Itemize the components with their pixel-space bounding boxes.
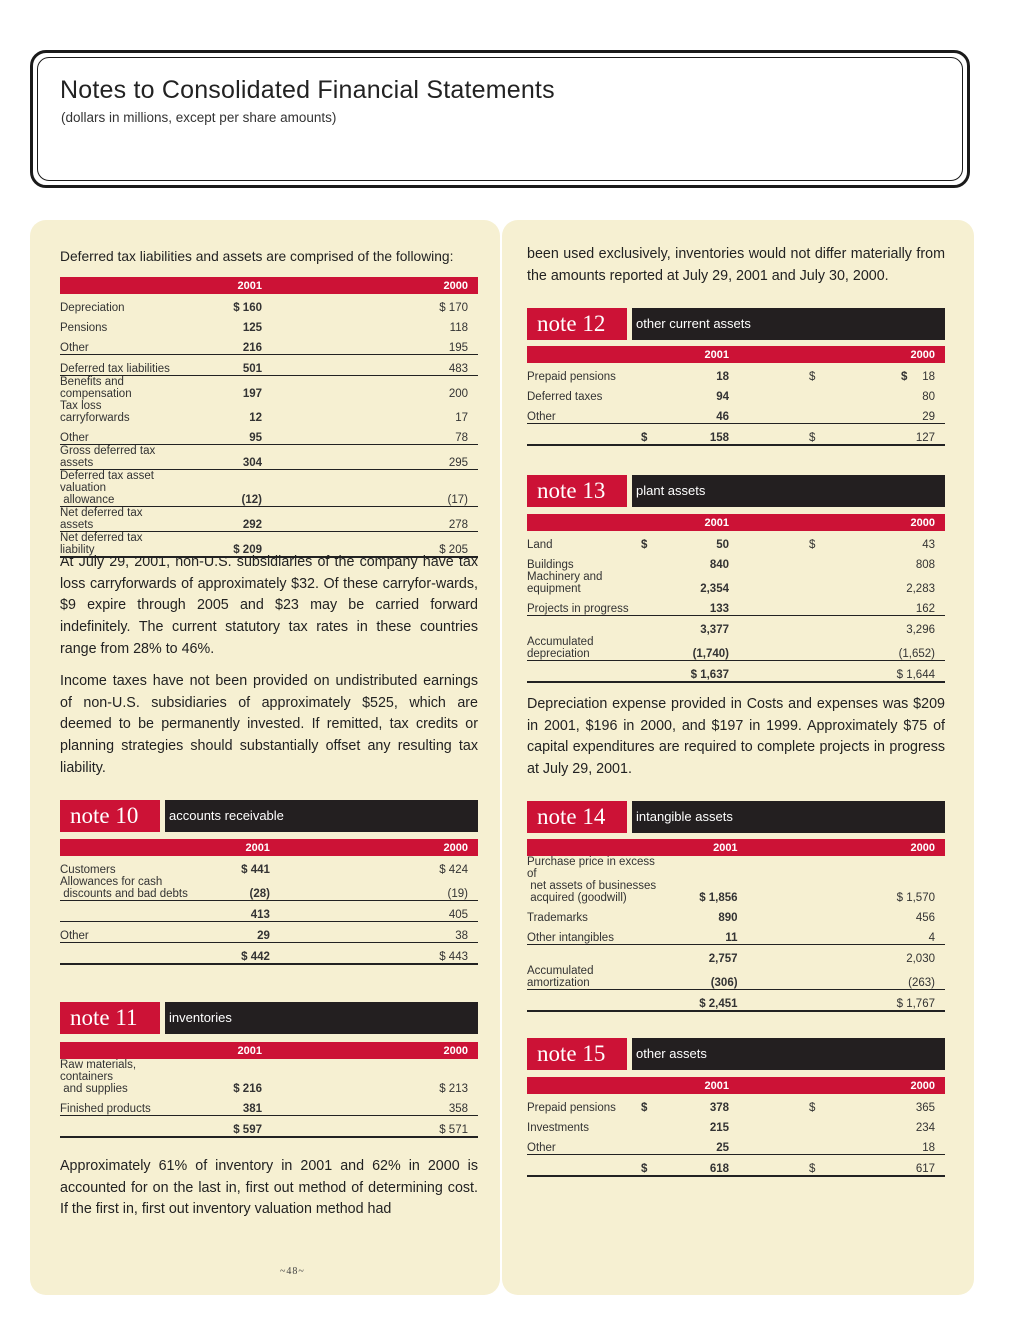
table-row: Deferred taxes 94 80: [527, 391, 935, 403]
table-row: $ 158 $ 127: [527, 424, 945, 446]
table-row: 3,377 3,296: [527, 616, 945, 637]
table-row: Gross deferred tax assets 304 295: [60, 445, 478, 470]
note-10-table: 2001 2000 Customers $ 441 $ 424 Allowances for cash discounts and bad debts (28) (19) 413 405 Other 29 38 $ 442 $ 443: [60, 839, 478, 965]
table-row: Net deferred tax assets 292 278: [60, 507, 478, 532]
table-row: 2,757 2,030: [527, 945, 945, 966]
table-row: Buildings 840 808: [527, 559, 935, 571]
table-row: Investments 215 234: [527, 1122, 935, 1134]
table-row: Other 25 18: [527, 1142, 935, 1154]
table-row: Depreciation $ 160 $ 170: [60, 302, 468, 314]
note-15-table: 2001 2000 Prepaid pensions $ 378 $ 365 Investments 215 234 Other 25 18 $ 618 $ 617: [527, 1077, 945, 1177]
table-row: Pensions 125 118: [60, 322, 468, 334]
deferred-tax-table-wrap: [60, 277, 478, 558]
table-row: Other intangibles 11 4: [527, 932, 935, 944]
note-10-tag: note 10: [60, 800, 160, 832]
note-14-header: [527, 801, 945, 833]
table-row: Projects in progress 133 162: [527, 603, 935, 615]
paragraph-inventory: Approximately 61% of inventory in 2001 and 62% in 2000 is accounted for on the last in, first out method of determining cost. If the first in, first out inventory valuation method had: [60, 1158, 478, 1218]
table-row: Other 29 38: [60, 922, 478, 943]
table-row: Purchase price in excess of net assets of businesses acquired (goodwill) $ 1,856 $ 1,570: [527, 856, 935, 904]
note-12-header: [527, 308, 945, 340]
table-row: Prepaid pensions $ 18 $ 18: [527, 371, 935, 383]
table-row: Raw materials, containers and supplies $ 216 $ 213: [60, 1059, 468, 1095]
table-row: Deferred tax asset valuation allowance (12) (17): [60, 470, 478, 507]
col-2000: 2000: [378, 277, 478, 294]
paragraph-tax-loss: At July 29, 2001, non-U.S. subsidiaries of the company have tax loss carryforwards of approximately $32. Of these carryfor-wards, $9 expire through 2005 and $23 may be carried forward indefinitely. The current statutory tax rates in these countries range from 28% to 46%.: [60, 554, 478, 657]
note-14-tag: note 14: [527, 801, 627, 833]
paragraph-inventory-cont: been used exclusively, inventories would not differ materially from the amounts reported at July 29, 2001 and July 30, 2000.: [527, 246, 945, 284]
table-row: Prepaid pensions $ 378 $ 365: [527, 1102, 935, 1114]
note-15-header: [527, 1038, 945, 1070]
table-row: Machinery and equipment 2,354 2,283: [527, 571, 935, 595]
page-subtitle: (dollars in millions, except per share amounts): [61, 110, 337, 125]
table-row: Accumulated depreciation (1,740) (1,652): [527, 636, 935, 660]
table-row: Benefits and compensation 197 200: [60, 376, 478, 401]
table-row: Other 95 78: [60, 432, 468, 444]
paragraph-depreciation: Depreciation expense provided in Costs and expenses was $209 in 2001, $196 in 2000, and $197 in 1999. Approximately $75 of capital expenditures are required to complete projects in progress at July 29, 2001.: [527, 696, 945, 778]
table-row: Other 46 29: [527, 411, 935, 423]
note-14-title: intangible assets: [632, 801, 945, 833]
paragraph-income-taxes: Income taxes have not been provided on undistributed earnings of non-U.S. subsidiaries of approximately $525, which are deemed to be permanently invested. If remitted, tax credits or planning strategies should substantially offset any resulting tax liability.: [60, 673, 478, 776]
note-15-title: other assets: [632, 1038, 945, 1070]
table-row: $ 2,451 $ 1,767: [527, 990, 945, 1012]
table-row: Land $ 50 $ 43: [527, 539, 935, 551]
note-13-tag: note 13: [527, 475, 627, 507]
deferred-tax-table: [60, 277, 478, 558]
note-11-title: inventories: [165, 1002, 478, 1034]
table-row: Finished products 381 358: [60, 1103, 468, 1115]
note-11-header: [60, 1002, 478, 1034]
table-row: Other 216 195: [60, 342, 468, 354]
table-row: $ 618 $ 617: [527, 1155, 945, 1177]
note-14-table: 2001 2000 Purchase price in excess of net assets of businesses acquired (goodwill) $ 1,856 $ 1,570 Trademarks 890 456 Other intangibles 11 4 2,757 2,030 Accumulated amortization (306) (263) $ 2,451 $ 1,767: [527, 839, 945, 1012]
table-row: Net deferred tax liability $ 209 $ 205: [60, 532, 478, 558]
note-13-table: 2001 2000 Land $ 50 $ 43 Buildings 840 808 Machinery and equipment 2,354 2,283 Projects in progress 133 162 3,377 3,296 Accumulated depreciation (1,740) (1,652) $ 1,637 $ 1,644: [527, 514, 945, 683]
table-row: Tax loss carryforwards 12 17: [60, 400, 468, 424]
note-10-header: [60, 800, 478, 832]
note-11-tag: note 11: [60, 1002, 160, 1034]
note-10-title: accounts receivable: [165, 800, 478, 832]
table-row: $ 1,637 $ 1,644: [527, 661, 945, 683]
left-column: [60, 246, 478, 268]
table-row: 413 405: [60, 901, 478, 922]
table-row: Accumulated amortization (306) (263): [527, 965, 935, 989]
note-12-table: 2001 2000 Prepaid pensions $ 18 $ 18 Deferred taxes 94 80 Other 46 29 $ 158 $ 127: [527, 346, 945, 446]
note-11-table: 2001 2000 Raw materials, containers and supplies $ 216 $ 213 Finished products 381 358 $ 597 $ 571: [60, 1042, 478, 1138]
table-row: $ 442 $ 443: [60, 943, 478, 965]
table-row: Customers $ 441 $ 424: [60, 864, 468, 876]
table-row: Trademarks 890 456: [527, 912, 935, 924]
col-2001: 2001: [172, 277, 378, 294]
table-row: $ 597 $ 571: [60, 1116, 478, 1138]
table-row: Allowances for cash discounts and bad debts (28) (19): [60, 876, 468, 900]
note-12-tag: note 12: [527, 308, 627, 340]
intro-text: Deferred tax liabilities and assets are comprised of the following:: [60, 249, 454, 264]
note-13-title: plant assets: [632, 475, 945, 507]
page-number: ~48~: [280, 1266, 305, 1277]
note-15-tag: note 15: [527, 1038, 627, 1070]
table-row: Deferred tax liabilities 501 483: [60, 355, 478, 376]
note-13-header: [527, 475, 945, 507]
page-title: Notes to Consolidated Financial Statements: [60, 76, 555, 104]
note-12-title: other current assets: [632, 308, 945, 340]
